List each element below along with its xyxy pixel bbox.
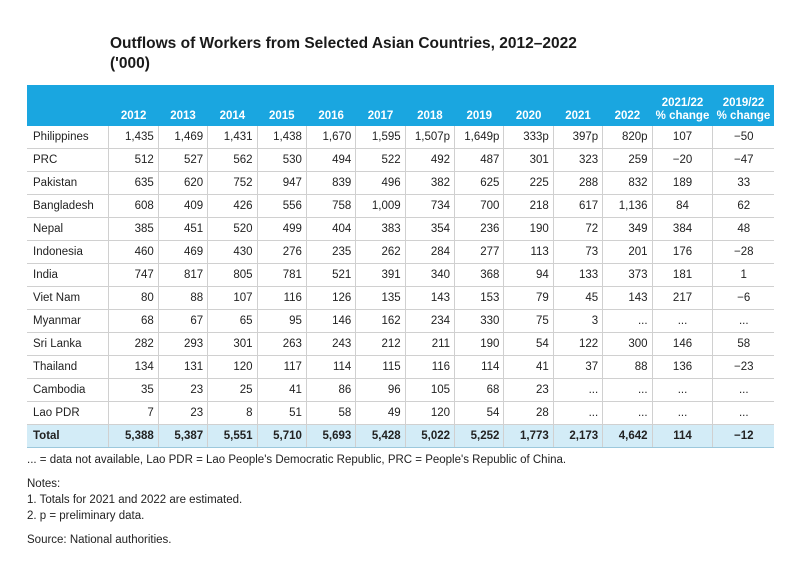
header-change2-period: 2019/22 (722, 97, 765, 109)
value-cell: 817 (158, 264, 207, 287)
value-cell: 153 (455, 287, 504, 310)
percent-change-cell: 176 (652, 241, 713, 264)
value-cell: 781 (257, 264, 306, 287)
value-cell: 1,438 (257, 126, 306, 149)
value-cell: 86 (306, 379, 355, 402)
value-cell: 68 (109, 310, 158, 333)
value-cell: 236 (455, 218, 504, 241)
country-cell: Myanmar (27, 310, 109, 333)
country-cell: Bangladesh (27, 195, 109, 218)
value-cell: 625 (455, 172, 504, 195)
value-cell: 73 (553, 241, 602, 264)
value-cell: 5,428 (356, 425, 405, 448)
value-cell: 117 (257, 356, 306, 379)
table-row (27, 172, 774, 195)
value-cell: 1,773 (504, 425, 553, 448)
value-cell: 520 (208, 218, 257, 241)
country-cell: Nepal (27, 218, 109, 241)
value-cell: 162 (356, 310, 405, 333)
percent-change-cell: ... (652, 402, 713, 425)
percent-change-cell: ... (713, 310, 774, 333)
value-cell: 734 (405, 195, 454, 218)
value-cell: 747 (109, 264, 158, 287)
percent-change-cell: 181 (652, 264, 713, 287)
value-cell: 23 (504, 379, 553, 402)
header-year: 2018 (417, 110, 443, 122)
value-cell: 54 (455, 402, 504, 425)
header-year: 2017 (367, 110, 394, 122)
value-cell: 51 (257, 402, 306, 425)
value-cell: 143 (603, 287, 652, 310)
value-cell: 487 (455, 149, 504, 172)
value-cell: 499 (257, 218, 306, 241)
table-row (27, 310, 774, 333)
value-cell: 284 (405, 241, 454, 264)
value-cell: 5,387 (158, 425, 207, 448)
value-cell: 114 (306, 356, 355, 379)
value-cell: 1,507p (405, 126, 454, 149)
percent-change-cell: 189 (652, 172, 713, 195)
header-change1-period: 2021/22 (661, 97, 704, 109)
value-cell: 527 (158, 149, 207, 172)
value-cell: 349 (603, 218, 652, 241)
value-cell: 276 (257, 241, 306, 264)
value-cell: 397p (553, 126, 602, 149)
value-cell: 234 (405, 310, 454, 333)
value-cell: 134 (109, 356, 158, 379)
notes-heading: Notes: (27, 478, 61, 490)
value-cell: 113 (504, 241, 553, 264)
value-cell: 201 (603, 241, 652, 264)
value-cell: 259 (603, 149, 652, 172)
value-cell: 95 (257, 310, 306, 333)
value-cell: 277 (455, 241, 504, 264)
title-line-2: ('000) (110, 55, 150, 72)
value-cell: 65 (208, 310, 257, 333)
header-year: 2014 (219, 110, 246, 122)
value-cell: 135 (356, 287, 405, 310)
value-cell: 41 (504, 356, 553, 379)
value-cell: ... (603, 310, 652, 333)
percent-change-cell: −23 (713, 356, 774, 379)
value-cell: 323 (553, 149, 602, 172)
value-cell: 116 (257, 287, 306, 310)
value-cell: 391 (356, 264, 405, 287)
value-cell: 947 (257, 172, 306, 195)
value-cell: 288 (553, 172, 602, 195)
value-cell: 107 (208, 287, 257, 310)
value-cell: 79 (504, 287, 553, 310)
country-cell: Total (27, 425, 109, 448)
percent-change-cell: 84 (652, 195, 713, 218)
country-cell: Cambodia (27, 379, 109, 402)
value-cell: 1,136 (603, 195, 652, 218)
value-cell: 94 (504, 264, 553, 287)
value-cell: 382 (405, 172, 454, 195)
value-cell: 492 (405, 149, 454, 172)
value-cell: 293 (158, 333, 207, 356)
value-cell: 409 (158, 195, 207, 218)
value-cell: 832 (603, 172, 652, 195)
header-year: 2020 (515, 110, 542, 122)
value-cell: 300 (603, 333, 652, 356)
percent-change-cell: ... (713, 379, 774, 402)
value-cell: 5,388 (109, 425, 158, 448)
value-cell: 426 (208, 195, 257, 218)
percent-change-cell: 384 (652, 218, 713, 241)
value-cell: 80 (109, 287, 158, 310)
header-year: 2016 (318, 110, 344, 122)
value-cell: 58 (306, 402, 355, 425)
value-cell: 225 (504, 172, 553, 195)
value-cell: 608 (109, 195, 158, 218)
header-year: 2015 (268, 110, 295, 122)
source-note: Source: National authorities. (27, 534, 172, 546)
title-line-1: Outflows of Workers from Selected Asian Countries, 2012–2022 (110, 35, 577, 52)
value-cell: 114 (455, 356, 504, 379)
country-cell: Viet Nam (27, 287, 109, 310)
value-cell: 1,595 (356, 126, 405, 149)
percent-change-cell: −28 (713, 241, 774, 264)
value-cell: 23 (158, 379, 207, 402)
value-cell: 301 (504, 149, 553, 172)
value-cell: 2,173 (553, 425, 602, 448)
header-change2 (713, 85, 774, 126)
value-cell: 451 (158, 218, 207, 241)
header-year: 2019 (466, 110, 493, 122)
value-cell: 301 (208, 333, 257, 356)
note-2: 2. p = preliminary data. (27, 510, 145, 522)
header-change2-label: % change (716, 110, 771, 122)
value-cell: 190 (504, 218, 553, 241)
value-cell: 35 (109, 379, 158, 402)
table-row (27, 264, 774, 287)
value-cell: 404 (306, 218, 355, 241)
header-row (27, 85, 774, 126)
value-cell: 143 (405, 287, 454, 310)
percent-change-cell: 146 (652, 333, 713, 356)
percent-change-cell: ... (652, 379, 713, 402)
header-year: 2021 (565, 110, 591, 122)
value-cell: 212 (356, 333, 405, 356)
value-cell: 700 (455, 195, 504, 218)
percent-change-cell: 33 (713, 172, 774, 195)
value-cell: 383 (356, 218, 405, 241)
value-cell: 96 (356, 379, 405, 402)
value-cell: 211 (405, 333, 454, 356)
value-cell: 146 (306, 310, 355, 333)
country-cell: Philippines (27, 126, 109, 149)
value-cell: 805 (208, 264, 257, 287)
header-year: 2022 (614, 110, 641, 122)
value-cell: 5,252 (455, 425, 504, 448)
total-row (27, 425, 774, 448)
country-cell: Lao PDR (27, 402, 109, 425)
table-row (27, 241, 774, 264)
value-cell: 67 (158, 310, 207, 333)
percent-change-cell: −12 (713, 425, 774, 448)
value-cell: 530 (257, 149, 306, 172)
value-cell: 521 (306, 264, 355, 287)
header-country (27, 85, 109, 126)
value-cell: 282 (109, 333, 158, 356)
table-row (27, 356, 774, 379)
value-cell: 512 (109, 149, 158, 172)
header-change1 (652, 85, 713, 126)
value-cell: 469 (158, 241, 207, 264)
value-cell: 122 (553, 333, 602, 356)
table-row (27, 402, 774, 425)
percent-change-cell: −20 (652, 149, 713, 172)
header-change1-label: % change (655, 110, 710, 122)
value-cell: 23 (158, 402, 207, 425)
value-cell: 1,009 (356, 195, 405, 218)
value-cell: 4,642 (603, 425, 652, 448)
value-cell: 120 (405, 402, 454, 425)
country-cell: Pakistan (27, 172, 109, 195)
value-cell: 45 (553, 287, 602, 310)
value-cell: 133 (553, 264, 602, 287)
percent-change-cell: ... (652, 310, 713, 333)
percent-change-cell: 62 (713, 195, 774, 218)
value-cell: 5,022 (405, 425, 454, 448)
value-cell: ... (553, 379, 602, 402)
value-cell: 562 (208, 149, 257, 172)
value-cell: 368 (455, 264, 504, 287)
value-cell: ... (603, 402, 652, 425)
percent-change-cell: 107 (652, 126, 713, 149)
value-cell: 522 (356, 149, 405, 172)
value-cell: 72 (553, 218, 602, 241)
note-1: 1. Totals for 2021 and 2022 are estimated. (27, 494, 243, 506)
value-cell: 68 (455, 379, 504, 402)
value-cell: 5,710 (257, 425, 306, 448)
header-year: 2012 (120, 110, 147, 122)
value-cell: 116 (405, 356, 454, 379)
value-cell: 235 (306, 241, 355, 264)
percent-change-cell: 114 (652, 425, 713, 448)
table-row (27, 333, 774, 356)
value-cell: 1,469 (158, 126, 207, 149)
percent-change-cell: 1 (713, 264, 774, 287)
value-cell: 105 (405, 379, 454, 402)
value-cell: 131 (158, 356, 207, 379)
value-cell: 126 (306, 287, 355, 310)
table-row (27, 379, 774, 402)
value-cell: 243 (306, 333, 355, 356)
value-cell: 262 (356, 241, 405, 264)
value-cell: 49 (356, 402, 405, 425)
table-row (27, 195, 774, 218)
table-row (27, 287, 774, 310)
value-cell: ... (603, 379, 652, 402)
value-cell: 37 (553, 356, 602, 379)
country-cell: PRC (27, 149, 109, 172)
value-cell: 7 (109, 402, 158, 425)
value-cell: 5,551 (208, 425, 257, 448)
table-row (27, 126, 774, 149)
value-cell: 263 (257, 333, 306, 356)
value-cell: 5,693 (306, 425, 355, 448)
value-cell: 460 (109, 241, 158, 264)
value-cell: 820p (603, 126, 652, 149)
value-cell: 620 (158, 172, 207, 195)
percent-change-cell: 58 (713, 333, 774, 356)
value-cell: 333p (504, 126, 553, 149)
percent-change-cell: 217 (652, 287, 713, 310)
table-notes (27, 452, 767, 548)
value-cell: 115 (356, 356, 405, 379)
value-cell: 496 (356, 172, 405, 195)
value-cell: 752 (208, 172, 257, 195)
percent-change-cell: 48 (713, 218, 774, 241)
value-cell: 430 (208, 241, 257, 264)
value-cell: 25 (208, 379, 257, 402)
table-row (27, 149, 774, 172)
value-cell: 3 (553, 310, 602, 333)
value-cell: 758 (306, 195, 355, 218)
value-cell: ... (553, 402, 602, 425)
value-cell: 54 (504, 333, 553, 356)
value-cell: 635 (109, 172, 158, 195)
value-cell: 28 (504, 402, 553, 425)
value-cell: 373 (603, 264, 652, 287)
value-cell: 1,649p (455, 126, 504, 149)
percent-change-cell: −47 (713, 149, 774, 172)
value-cell: 340 (405, 264, 454, 287)
percent-change-cell: −50 (713, 126, 774, 149)
value-cell: 330 (455, 310, 504, 333)
table-title (110, 34, 670, 74)
country-cell: Thailand (27, 356, 109, 379)
header-year: 2013 (170, 110, 196, 122)
country-cell: India (27, 264, 109, 287)
value-cell: 556 (257, 195, 306, 218)
country-cell: Indonesia (27, 241, 109, 264)
country-cell: Sri Lanka (27, 333, 109, 356)
value-cell: 494 (306, 149, 355, 172)
value-cell: 41 (257, 379, 306, 402)
value-cell: 385 (109, 218, 158, 241)
value-cell: 8 (208, 402, 257, 425)
percent-change-cell: 136 (652, 356, 713, 379)
value-cell: 1,670 (306, 126, 355, 149)
abbreviations-note: ... = data not available, Lao PDR = Lao People's Democratic Republic, PRC = People's Republic of China. (27, 454, 567, 466)
value-cell: 839 (306, 172, 355, 195)
value-cell: 1,435 (109, 126, 158, 149)
value-cell: 75 (504, 310, 553, 333)
table-row (27, 218, 774, 241)
value-cell: 88 (158, 287, 207, 310)
value-cell: 218 (504, 195, 553, 218)
percent-change-cell: −6 (713, 287, 774, 310)
value-cell: 190 (455, 333, 504, 356)
value-cell: 1,431 (208, 126, 257, 149)
value-cell: 88 (603, 356, 652, 379)
percent-change-cell: ... (713, 402, 774, 425)
worker-outflows-table (27, 85, 774, 448)
value-cell: 617 (553, 195, 602, 218)
value-cell: 120 (208, 356, 257, 379)
value-cell: 354 (405, 218, 454, 241)
